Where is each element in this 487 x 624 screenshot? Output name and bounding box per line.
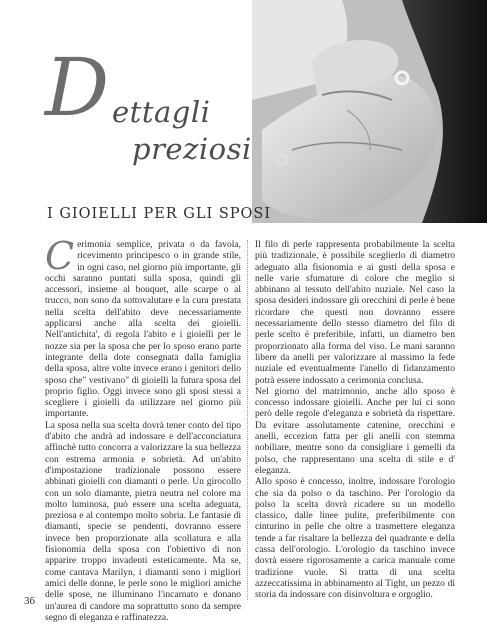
paragraph: Allo sposo è concesso, inoltre, indossare l'orologio che sia da polso o da taschino. Per l'orologio da polso la scelta dovrà ricadere su un modello classico, dalle linee pulite, preferibilmente con cinturino in pelle che oltre a trasmettere eleganza tende a far risaltare la bellezza del quadrante e della cassa dell'orologio. L'orologio da taschino invece dovrà essere rigorosamente a carica manuale come tradizione vuole. Si tratta di una scelta azzeccatissima in abbinamento al Tight, un pezzo di storia da indossare con disinvoltura e orgoglio.: [255, 477, 455, 601]
title-first-word: ettagli: [112, 95, 211, 129]
paragraph-text: erimonia semplice, privata o da favola, ricevimento principesco o in grande stile, in ogni caso, nel giorno più importante, gli occhi saranno puntati sulla sposa, quindi gli accessori, insieme al bouquet, alle scarpe o al trucco, non sono da sottovalutare e la cura prestata nella scelta dell'abito deve necessariamente applicarsi anche alla scelta dei gioielli. Nell'antichita', di regola l'abito e i gioielli per le nozze sia per la sposa che per lo sposo erano parte integrante della dote consegnata dalla famiglia della sposa, altre volte invece erano i genitori dello sposo che" vestivano" di gioielli la futura sposa del proprio figlio. Oggi invece sono gli sposi stessi a scegliere i gioielli da utilizzare nel giorno più importante.: [45, 240, 241, 420]
column-divider: [247, 240, 248, 600]
title-initial: D: [45, 41, 110, 134]
paragraph: Nel giorno del matrimonio, anche allo sposo è concesso indossare gioielli. Anche per lui ci sono però delle regole d'eleganza e sobrietà da rispettare. Da evitare assolutamente catenine, orecchini e anelli, eccezion fatta per gli anelli con stemma nobiliare, mentre sono da consigliare i gemelli da polso, che rappresentano una scelta di stile e d' eleganza.: [255, 386, 455, 476]
paragraph: La sposa nella sua scelta dovrà tener conto del tipo d'abito che andrà ad indossare e dell'acconciatura affinchè tutto concorra a valorizzare la sua bellezza con estrema armonia e sobrietà. Ad un'abito d'impostazione tradizionale possono essere abbinati gioielli con diamanti o perle. Un girocollo con un solo diamante, pietra neutra nel colore ma molto luminosa, può essere una scelta adeguata, preziosa e al contempo molto sobria. Le fantasie di diamanti, specie se pendenti, dovranno essere invece ben proporzionate alla scollatura e alla fisionomia della sposa con l'obiettivo di non apparire troppo invadenti esteticamente. Ma se, come cantava Marilyn, i diamanti sono i migliori amici delle donne, le perle sono le migliori amiche delle spose, ne illuminano l'incarnato e donano un'aurea di candore ma soprattutto sono da sempre segno di eleganza e raffinatezza.: [45, 420, 241, 623]
article-subtitle: I GIOIELLI PER GLI SPOSI: [47, 206, 272, 222]
hands-rings-photo: [252, 0, 487, 223]
drop-cap: C: [45, 234, 75, 278]
paragraph: [45, 234, 241, 421]
title-second-word: preziosi: [132, 132, 252, 166]
hands-illustration: [252, 0, 487, 223]
page-number: 36: [24, 595, 35, 607]
article-column-left: [45, 234, 241, 624]
paragraph: Il filo di perle rappresenta probabilmente la scelta più tradizionale, è possibile sceglierlo di diametro adeguato alla fisionomia e ai gusti della sposa e nelle varie sfumature di colore che meglio si abbinano al tessuto dell'abito nuziale. Nel caso la sposa desideri indossare gli orecchini di perle è bene ricordare che questi non dovranno essere necessariamente dello stesso diametro del filo di perle scelto è preferibile, infatti, un diametro ben proporzionato alla forma del viso. Le mani saranno libere da anelli per valorizzare al massimo la fede nuziale ed eventualmente l'anello di fidanzamento potrà essere indossato a cerimonia conclusa.: [255, 240, 455, 386]
article-column-right: [255, 240, 455, 602]
